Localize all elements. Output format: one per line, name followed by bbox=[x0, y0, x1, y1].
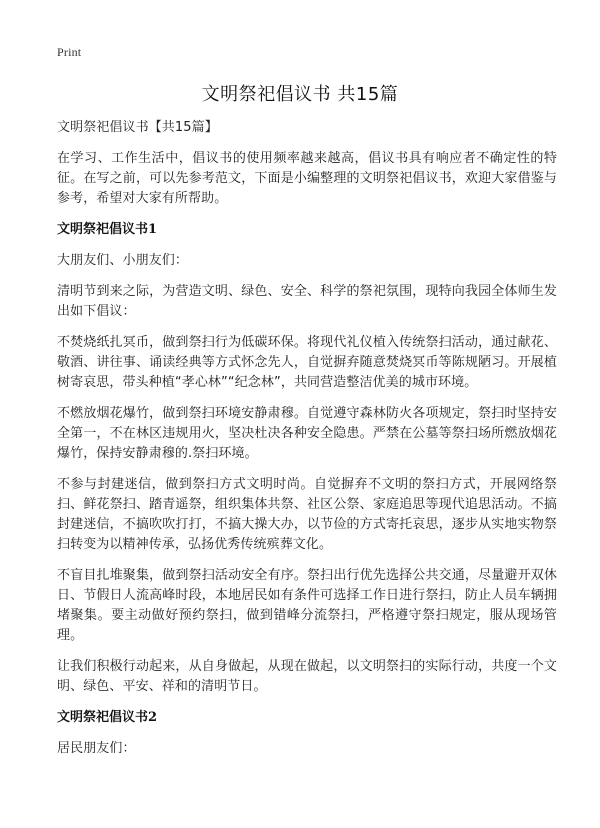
document-title: 文明祭祀倡议书 共15篇 bbox=[201, 84, 399, 105]
salutation-2: 居民朋友们： bbox=[57, 741, 136, 756]
section1-paragraph-2: 不焚烧纸扎冥币，做到祭扫行为低碳环保。将现代礼仪植入传统祭扫活动，通过献花、敬酒、讲往事、诵读经典等方式怀念先人，自觉摒弃随意焚烧冥币等陈规陋习。开展植树寄哀思，带头种植“孝心林”“纪念林”，共同营造整洁优美的城市环境。 bbox=[57, 335, 557, 390]
section1-paragraph-3: 不燃放烟花爆竹，做到祭扫环境安静肃穆。自觉遵守森林防火各项规定，祭扫时坚持安全第一，不在林区违规用火，坚决杜决各种安全隐患。严禁在公墓等祭扫场所燃放烟花爆竹，保持安静肃穆的.祭扫环境。 bbox=[57, 406, 557, 461]
document-body bbox=[57, 118, 557, 770]
document-subtitle: 文明祭祀倡议书【共15篇】 bbox=[57, 120, 218, 135]
salutation-1: 大朋友们、小朋友们： bbox=[57, 253, 189, 268]
print-label: Print bbox=[57, 45, 82, 59]
section1-paragraph-4: 不参与封建迷信，做到祭扫方式文明时尚。自觉摒弃不文明的祭扫方式，开展网络祭扫、鲜花祭扫、踏青遥祭，组织集体共祭、社区公祭、家庭追思等现代追思活动。不搞封建迷信，不搞吹吹打打，不搞大操大办，以节俭的方式寄托哀思，逐步从实地实物祭扫转变为以精神传承，弘扬优秀传统殡葬文化。 bbox=[57, 477, 557, 552]
section-heading-2: 文明祭祀倡议书2 bbox=[57, 710, 158, 725]
section1-paragraph-1: 清明节到来之际，为营造文明、绿色、安全、科学的祭祀氛围，现特向我园全体师生发出如下倡议： bbox=[57, 284, 557, 319]
section1-paragraph-5: 不盲目扎堆聚集，做到祭扫活动安全有序。祭扫出行优先选择公共交通，尽量避开双休日、节假日人流高峰时段，本地居民如有条件可选择工作日进行祭扫，防止人员车辆拥堵聚集。要主动做好预约祭扫，做到错峰分流祭扫，严格遵守祭扫规定，服从现场管理。 bbox=[57, 568, 557, 643]
intro-paragraph: 在学习、工作生活中，倡议书的使用频率越来越高，倡议书具有响应者不确定性的特征。在写之前，可以先参考范文，下面是小编整理的文明祭祀倡议书，欢迎大家借鉴与参考，希望对大家有所帮助。 bbox=[57, 151, 557, 206]
section1-paragraph-6: 让我们积极行动起来，从自身做起，从现在做起，以文明祭扫的实际行动，共度一个文明、绿色、平安、祥和的清明节日。 bbox=[57, 659, 557, 694]
section-heading-1: 文明祭祀倡议书1 bbox=[57, 222, 158, 237]
